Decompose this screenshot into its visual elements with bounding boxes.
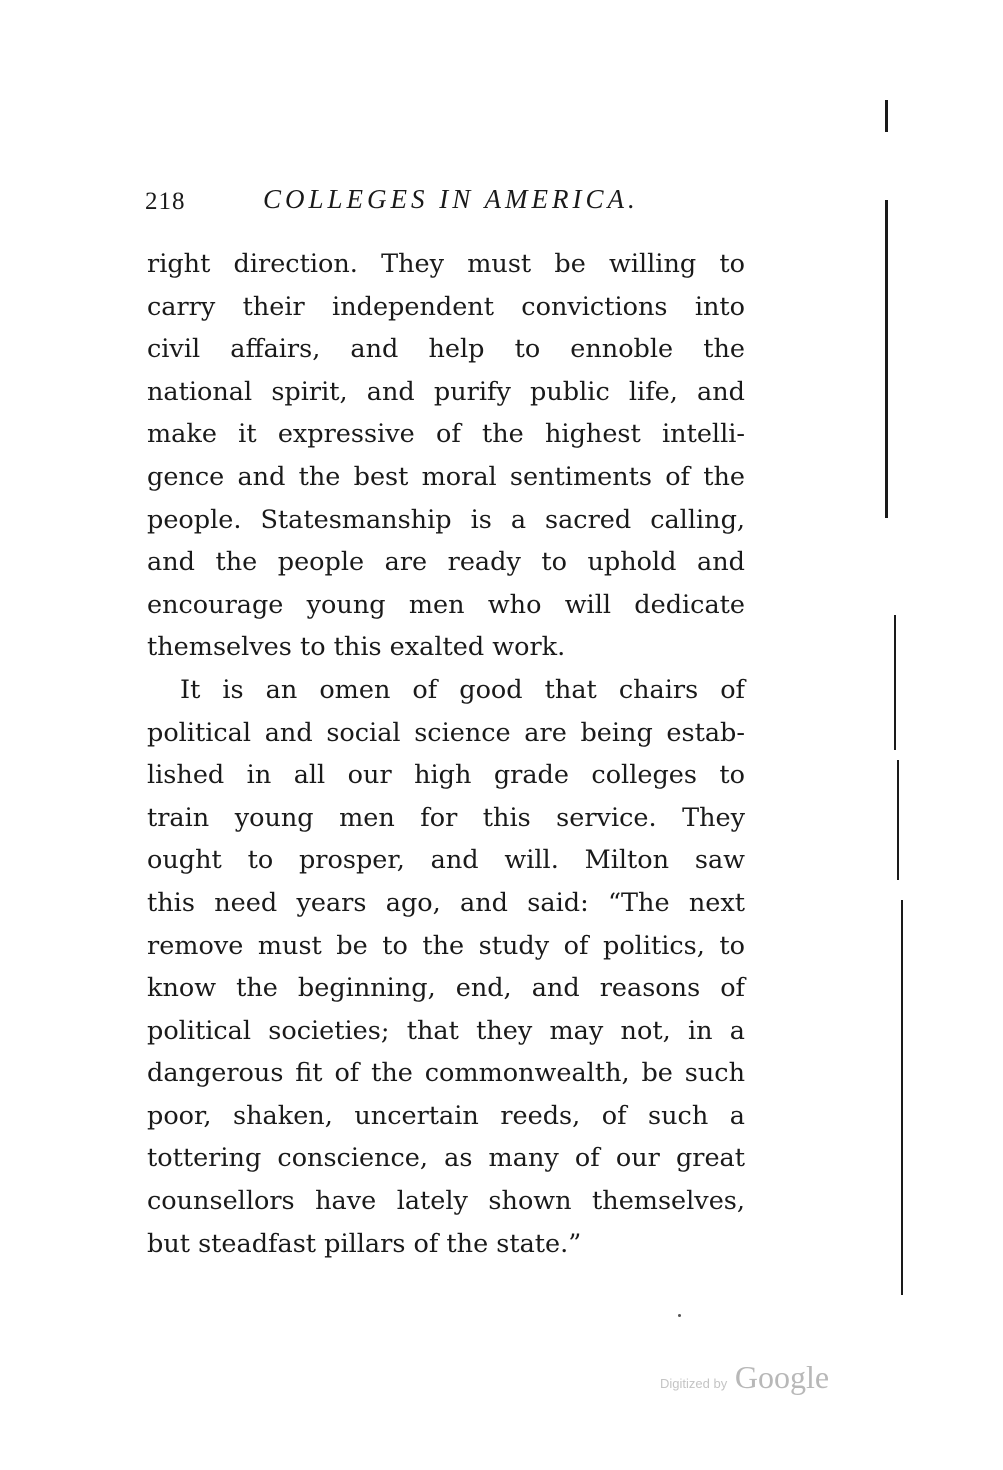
text-line: It is an omen of good that chairs of xyxy=(180,674,745,705)
text-line: counsellors have lately shown themselves, xyxy=(147,1186,745,1217)
text-line: dangerous fit of the commonwealth, be such xyxy=(147,1058,745,1089)
text-line: gence and the best moral sentiments of the xyxy=(147,461,745,492)
text-line: carry their independent convictions into xyxy=(147,291,745,322)
watermark-prefix: Digitized by xyxy=(660,1376,728,1391)
text-line: themselves to this exalted work. xyxy=(147,632,566,663)
text-line: poor, shaken, uncertain reeds, of such a xyxy=(147,1100,745,1131)
page-edge-rule xyxy=(897,760,899,880)
text-line: encourage young men who will dedicate xyxy=(147,589,745,620)
text-line: political societies; that they may not, in a xyxy=(147,1015,745,1046)
running-header xyxy=(145,184,745,224)
text-line: lished in all our high grade colleges to xyxy=(147,760,745,791)
text-line: people. Statesmanship is a sacred calling, xyxy=(147,504,745,535)
text-line: and the people are ready to uphold and xyxy=(147,547,745,578)
text-line: this need years ago, and said: “The next xyxy=(147,887,745,918)
text-line: national spirit, and purify public life, and xyxy=(147,376,745,407)
text-line: tottering conscience, as many of our great xyxy=(147,1143,745,1174)
body-text xyxy=(147,243,745,1265)
text-line: remove must be to the study of politics, to xyxy=(147,930,745,961)
page-edge-rule xyxy=(885,200,888,518)
running-title: COLLEGES IN AMERICA. xyxy=(263,184,639,214)
text-line: political and social science are being estab- xyxy=(147,717,745,748)
text-line: train young men for this service. They xyxy=(147,802,745,833)
text-line: but steadfast pillars of the state.” xyxy=(147,1228,582,1259)
text-line: make it expressive of the highest intelli- xyxy=(147,419,745,450)
page-edge-rule xyxy=(894,615,896,750)
digitizer-watermark xyxy=(660,1359,829,1396)
scan-speck xyxy=(678,1314,681,1317)
text-line: know the beginning, end, and reasons of xyxy=(147,973,745,1004)
text-line: right direction. They must be willing to xyxy=(147,249,745,279)
page-edge-rule xyxy=(901,900,903,1295)
text-line: civil affairs, and help to ennoble the xyxy=(147,334,745,365)
text-line: ought to prosper, and will. Milton saw xyxy=(147,845,745,876)
page-number: 218 xyxy=(145,188,186,215)
paragraph xyxy=(147,243,745,669)
page-edge-rule xyxy=(885,100,888,132)
paragraph xyxy=(147,669,745,1265)
watermark-brand: Google xyxy=(734,1359,830,1395)
